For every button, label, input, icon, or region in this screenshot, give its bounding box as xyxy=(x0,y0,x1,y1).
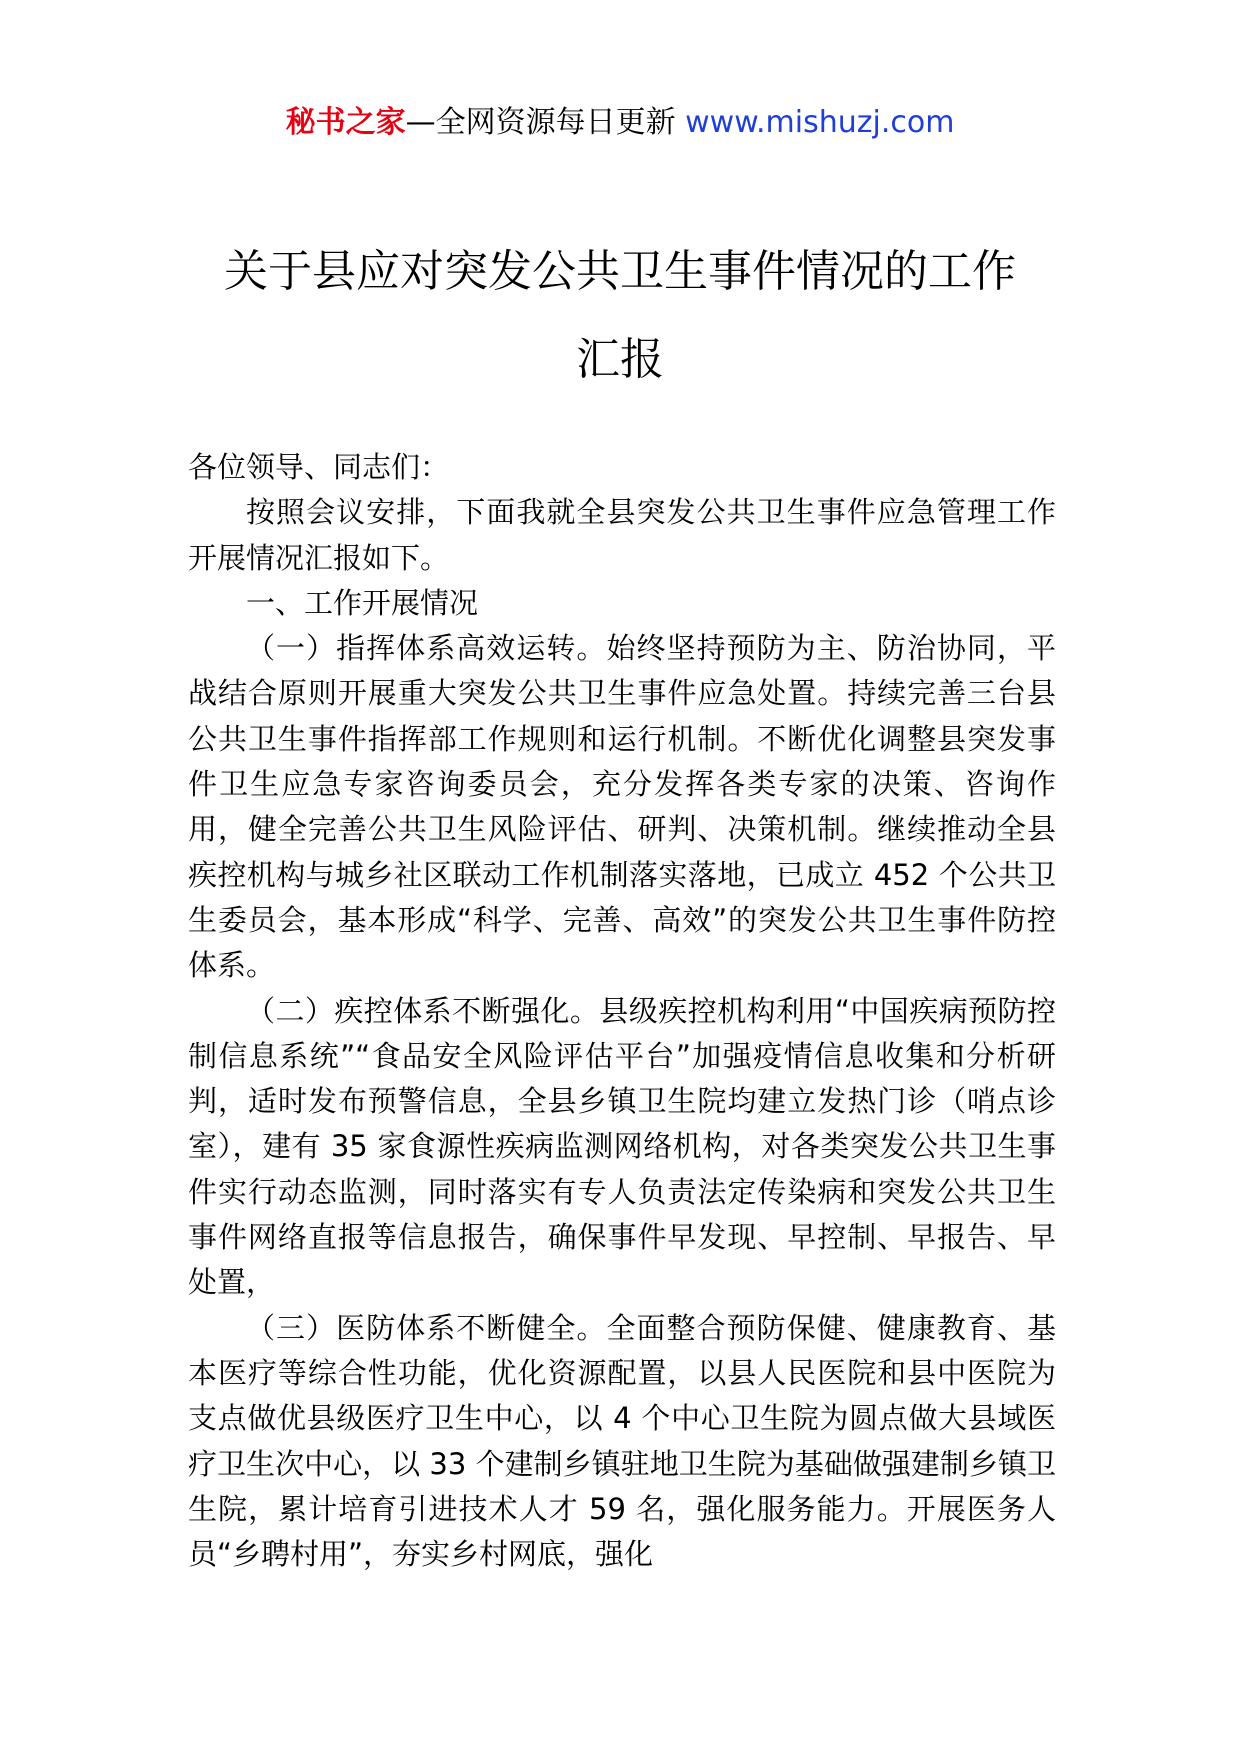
section-heading: 一、工作开展情况 xyxy=(246,585,479,620)
brand-name: 秘书之家 xyxy=(285,105,406,140)
site-header xyxy=(0,100,1240,146)
intro-paragraph: 按照会议安排，下面我就全县突发公共卫生事件应急管理工作开展情况汇报如下。 xyxy=(188,495,1056,575)
document-title-line2: 汇报 xyxy=(576,334,664,385)
paragraph-disease-control: （二）疾控体系不断强化。县级疾控机构利用“中国疾病预防控制信息系统”“食品安全风险评估平台”加强疫情信息收集和分析研判，适时发布预警信息，全县乡镇卫生院均建立发热门诊（哨点诊室），建有 35 家食源性疾病监测网络机构，对各类突发公共卫生事件实行动态监测，同时落实有专人负责法定传染病和突发公共卫生事件网络直报等信息报告，确保事件早发现、早控制、早报告、早处置， xyxy=(188,993,1056,1300)
document-body xyxy=(188,445,1056,1577)
header-url[interactable]: www.mishuzj.com xyxy=(685,105,955,140)
salutation: 各位领导、同志们： xyxy=(188,450,450,484)
paragraph-medical-prevention: （三）医防体系不断健全。全面整合预防保健、健康教育、基本医疗等综合性功能，优化资源配置，以县人民医院和县中医院为支点做优县级医疗卫生中心，以 4 个中心卫生院为圆点做大县域医疗卫生次中心，以 33 个建制乡镇驻地卫生院为基础做强建制乡镇卫生院，累计培育引进技术人才 59 名，强化服务能力。开展医务人员“乡聘村用”，夯实乡村网底，强化 xyxy=(188,1310,1056,1572)
document-title xyxy=(150,228,1090,404)
document-title-line1: 关于县应对突发公共卫生事件情况的工作 xyxy=(224,246,1016,297)
paragraph-command-system: （一）指挥体系高效运转。始终坚持预防为主、防治协同，平战结合原则开展重大突发公共卫生事件应急处置。持续完善三台县公共卫生事件指挥部工作规则和运行机制。不断优化调整县突发事件卫生应急专家咨询委员会，充分发挥各类专家的决策、咨询作用，健全完善公共卫生风险评估、研判、决策机制。继续推动全县疾控机构与城乡社区联动工作机制落实落地，已成立 452 个公共卫生委员会，基本形成“科学、完善、高效”的突发公共卫生事件防控体系。 xyxy=(188,631,1056,983)
header-tagline: —全网资源每日更新 xyxy=(405,105,676,140)
